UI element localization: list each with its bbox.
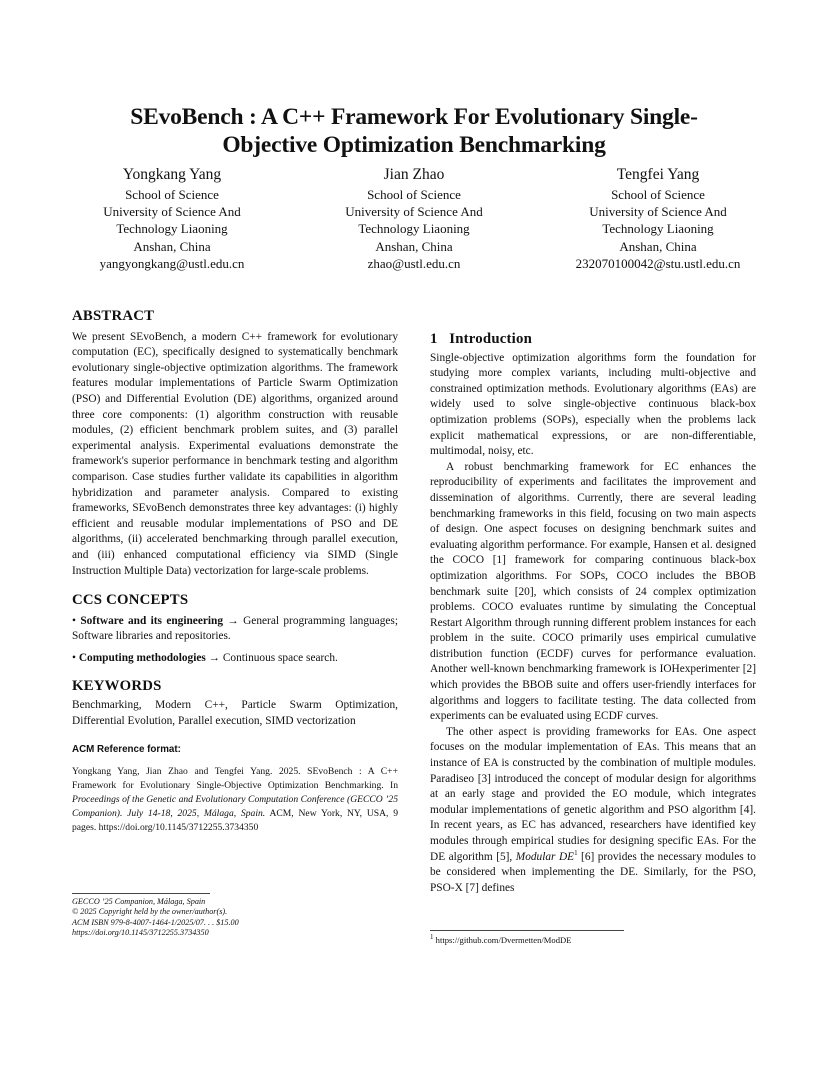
acm-ref-venue: Proceedings of the Genetic and Evolutionary Computation Conference (GECCO ’25 Companion). July 14-18, 2025, Málaga, Spain. xyxy=(72,793,398,819)
ccs-item-1 xyxy=(72,614,398,645)
author-dept: School of Science xyxy=(125,187,219,202)
author-dept: School of Science xyxy=(611,187,705,202)
author-name: Tengfei Yang xyxy=(616,166,700,183)
ccs-term: Computing methodologies xyxy=(78,651,206,664)
ccs-desc: General programming languages; Software libraries and repositories. xyxy=(72,614,398,643)
intro-paragraph-3 xyxy=(430,725,756,897)
author-inst: Technology Liaoning xyxy=(602,221,714,237)
footer-line: ACM ISBN 979-8-4007-1464-1/2025/07. . . $15.00 xyxy=(72,917,239,927)
author-email: zhao@ustl.edu.cn xyxy=(367,255,461,271)
ccs-heading: CCS CONCEPTS xyxy=(72,592,189,609)
author-email: 232070100042@stu.ustl.edu.cn xyxy=(575,255,741,271)
footer-line: © 2025 Copyright held by the owner/author(s). xyxy=(72,907,228,917)
acm-ref-text xyxy=(72,765,398,835)
footnote-number: 1 xyxy=(430,933,434,942)
title-line-1: SEvoBench : A C++ Framework For Evolutionary Single- xyxy=(130,104,698,130)
copyright-block xyxy=(72,897,398,939)
bullet: • xyxy=(72,614,76,627)
title-line-2: Objective Optimization Benchmarking xyxy=(222,132,606,158)
right-column xyxy=(430,332,756,896)
author-inst: Technology Liaoning xyxy=(116,221,228,237)
intro-paragraph-2: A robust benchmarking framework for EC enhances the reproducibility of experiments and facilitates the improvement and dissemination of algorithms. Currently, there are several leading benchmarking frameworks in this field, focusing on two main aspects of design. One aspect focuses on designing benchmark suites and evaluating algorithm performance. For example, Hansen et al. designed the COCO [1] framework for comparing continuous black-box optimization algorithms. For SOPs, COCO includes the BBOB benchmark suite [20], which consists of 24 complex optimization problems. COCO evaluates runtime by simulating the Conceptual Restart Algorithm through running different problem instances for each problem in the suite. COCO primarily uses empirical cumulative distribution function (ECDF) curves for performance evaluation. Another well-known benchmarking framework is IOHexperimenter [2] which provides the BBOB suite and offers user-friendly interfaces for algorithms and loggers to facilitate testing. The data collected from experiments can be evaluated using ECDF curves. xyxy=(430,460,756,723)
keywords-heading: KEYWORDS xyxy=(72,678,162,695)
author-city: Anshan, China xyxy=(619,238,697,254)
author-block-1 xyxy=(47,165,297,272)
ccs-term: Software and its engineering xyxy=(80,614,224,627)
footer-line: GECCO ’25 Companion, Málaga, Spain xyxy=(72,897,206,906)
footnote-text: https://github.com/Dvermetten/ModDE xyxy=(435,935,572,945)
author-name: Jian Zhao xyxy=(383,166,445,183)
left-column xyxy=(72,309,398,835)
keywords-text: Benchmarking, Modern C++, Particle Swarm Optimization, Differential Evolution, Parallel execution, SIMD vectorization xyxy=(72,699,398,727)
paper-title xyxy=(60,103,768,159)
footnote-mark: 1 xyxy=(574,848,578,857)
intro-heading: 1 Introduction xyxy=(430,331,533,347)
abstract-text: We present SEvoBench, a modern C++ framework for evolutionary computation (EC), specifically designed to systematically benchmark evolutionary single-objective optimization algorithms. The framework features modular implementations of Particle Swarm Optimization (PSO) and Differential Evolution (DE) algorithms, organized around three core components: (1) algorithm construction with reusable modules, (2) efficient benchmark problem suites, and (3) parallel experimental analysis. Experimental evaluations demonstrate the framework's superior performance in benchmark testing and algorithm comparison. Case studies further validate its capabilities in algorithm hybridization and parameter analysis. Compared to existing frameworks, SEvoBench demonstrates three key advantages: (i) highly efficient and reusable modular implementations of PSO and DE algorithms, (ii) accelerated benchmarking through parallel execution, and (iii) enhanced computational efficiency via SIMD (Single Instruction Multiple Data) vectorization for large-scale problems. xyxy=(72,330,398,577)
footer-rule xyxy=(72,893,210,894)
ccs-desc: Continuous space search. xyxy=(222,651,338,664)
footer-line: https://doi.org/10.1145/3712255.3734350 xyxy=(72,928,209,938)
arrow-icon: → xyxy=(208,651,221,664)
abstract-heading: ABSTRACT xyxy=(72,308,155,324)
author-city: Anshan, China xyxy=(133,238,211,254)
acm-ref-heading: ACM Reference format: xyxy=(72,744,181,756)
author-dept: School of Science xyxy=(367,187,461,202)
arrow-icon: → xyxy=(227,614,239,627)
footnote-rule xyxy=(430,930,624,931)
acm-ref-part: Yongkang Yang, Jian Zhao and Tengfei Yang. 2025. SEvoBench : A C++ Framework for Evolutionary Single-Objective Optimization Benchmarking. In xyxy=(72,765,398,791)
paragraph-part: [6] provides the necessary modules to be considered when implementing the DE. Similarly, for the PSO, PSO-X [7] defines xyxy=(430,850,756,894)
paragraph-part: The other aspect is providing frameworks for EAs. One aspect focuses on the modular implementation of EAs. This means that an instance of EA is constructed by the combination of multiple modules. Paradiseo [3] introduced the concept of modular design for algorithms at an early stage and provided the EO module, which integrates modular implementations of genetic algorithm and PSO algorithm [4]. In recent years, as EC has advanced, researchers have identified key modules through empirical studies for designing specific EAs. For the DE algorithm [5], xyxy=(430,725,756,863)
bullet: • xyxy=(72,651,76,664)
acm-ref-part: ACM, New York, NY, USA, 9 pages. https://doi.org/10.1145/3712255.3734350 xyxy=(72,807,399,833)
author-block-2 xyxy=(289,165,539,272)
paragraph-italic: Modular DE xyxy=(515,850,575,863)
author-inst: Technology Liaoning xyxy=(358,221,470,237)
author-block-3 xyxy=(533,165,783,272)
author-email: yangyongkang@ustl.edu.cn xyxy=(99,255,245,271)
footnote xyxy=(430,935,571,945)
author-inst: University of Science And xyxy=(345,204,483,220)
author-name: Yongkang Yang xyxy=(122,166,222,183)
ccs-item-2 xyxy=(72,651,398,667)
author-inst: University of Science And xyxy=(103,204,241,220)
author-city: Anshan, China xyxy=(375,238,453,254)
intro-paragraph-1: Single-objective optimization algorithms form the foundation for studying more complex variants, including multi-objective and constrained optimization methods. Evolutionary algorithms (EAs) are widely used to solve single-objective continuous black-box optimization problems (SOPs), especially when the problems lack explicit mathematical expressions, or are non-differentiable, multimodal, noisy, etc. xyxy=(430,351,756,458)
author-inst: University of Science And xyxy=(589,204,727,220)
